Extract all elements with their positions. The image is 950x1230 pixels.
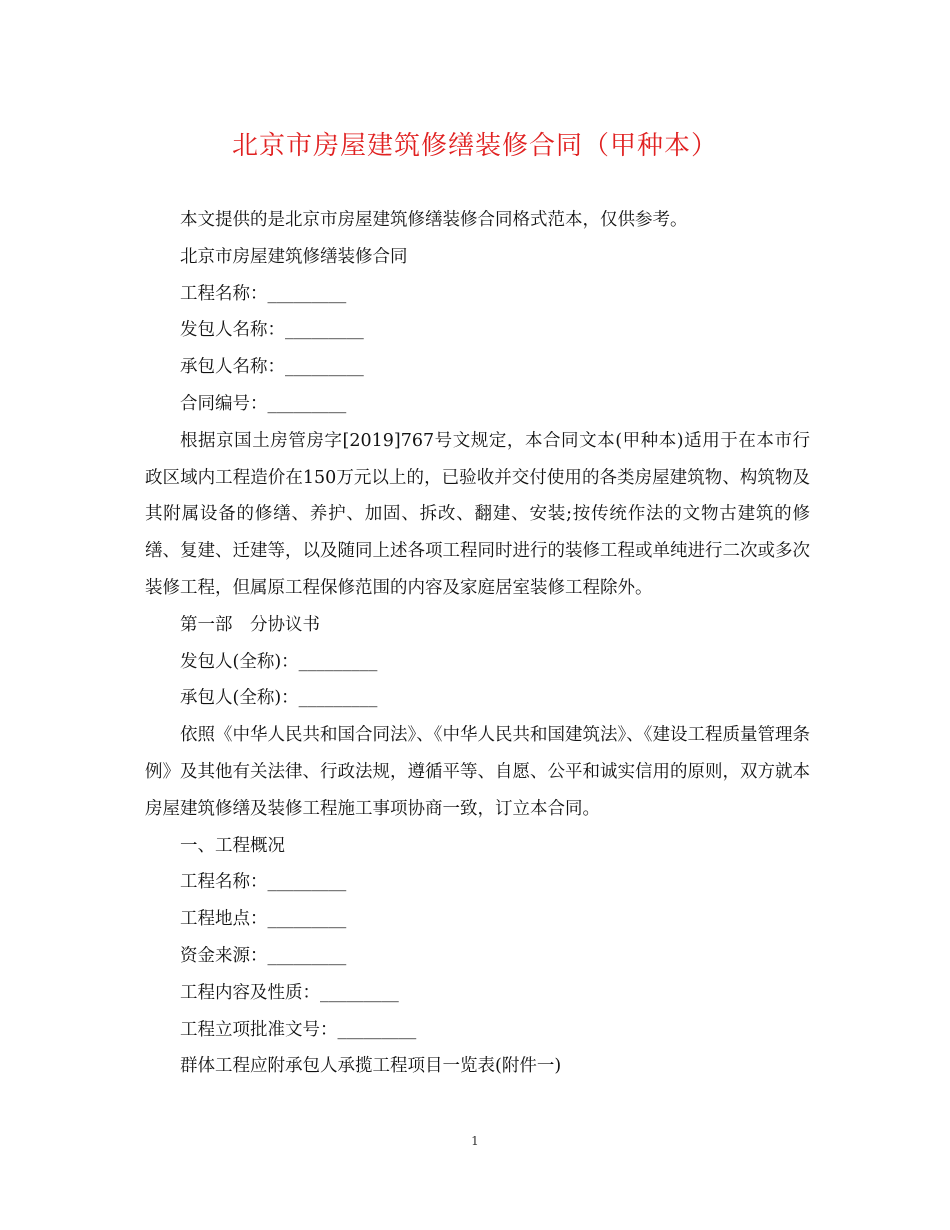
section-heading-part-one: 第一部 分协议书 [180,614,320,635]
paragraph-scope: 根据京国土房管房字[2019]767号文规定，本合同文本(甲种本)适用于在本市行政区域内工程造价在150万元以上的，已验收并交付使用的各类房屋建筑物、构筑物及其附属设备的修缮、养护、加固、拆改、翻建、安装;按传统作法的文物古建筑的修缮、复建、迁建等，以及随同上述各项工程同时进行的装修工程或单纯进行二次或多次装修工程，但属原工程保修范围的内容及家庭居室装修工程除外。 [145,430,810,598]
field-approval-number: 工程立项批准文号：_________ [180,1019,417,1040]
field-contractor-full-name: 承包人(全称)：_________ [180,688,378,709]
paragraph-contract-name: 北京市房屋建筑修缮装修合同 [180,246,408,267]
document-body [145,202,810,1085]
field-project-name: 工程名称：_________ [180,283,347,304]
field-contract-number: 合同编号：_________ [180,393,347,414]
field-employer-full-name: 发包人(全称)：_________ [180,651,378,672]
paragraph-legal-basis: 依照《中华人民共和国合同法》、《中华人民共和国建筑法》、《建设工程质量管理条例》及其他有关法律、行政法规，遵循平等、自愿、公平和诚实信用的原则，双方就本房屋建筑修缮及装修工程施工事项协商一致，订立本合同。 [145,725,810,819]
field-project-content: 工程内容及性质：_________ [180,982,399,1003]
field-funding-source: 资金来源：_________ [180,945,347,966]
page-number: 1 [471,1134,479,1148]
field-employer-name: 发包人名称：_________ [180,320,364,341]
paragraph-attachment-note: 群体工程应附承包人承揽工程项目一览表(附件一) [180,1056,562,1077]
document-title: 北京市房屋建筑修缮装修合同（甲种本） [231,131,718,161]
section-heading-overview: 一、工程概况 [180,835,285,856]
paragraph-intro: 本文提供的是北京市房屋建筑修缮装修合同格式范本，仅供参考。 [180,210,688,230]
field-overview-project-name: 工程名称：_________ [180,872,347,893]
field-contractor-name: 承包人名称：_________ [180,357,364,378]
field-project-location: 工程地点：_________ [180,909,347,930]
